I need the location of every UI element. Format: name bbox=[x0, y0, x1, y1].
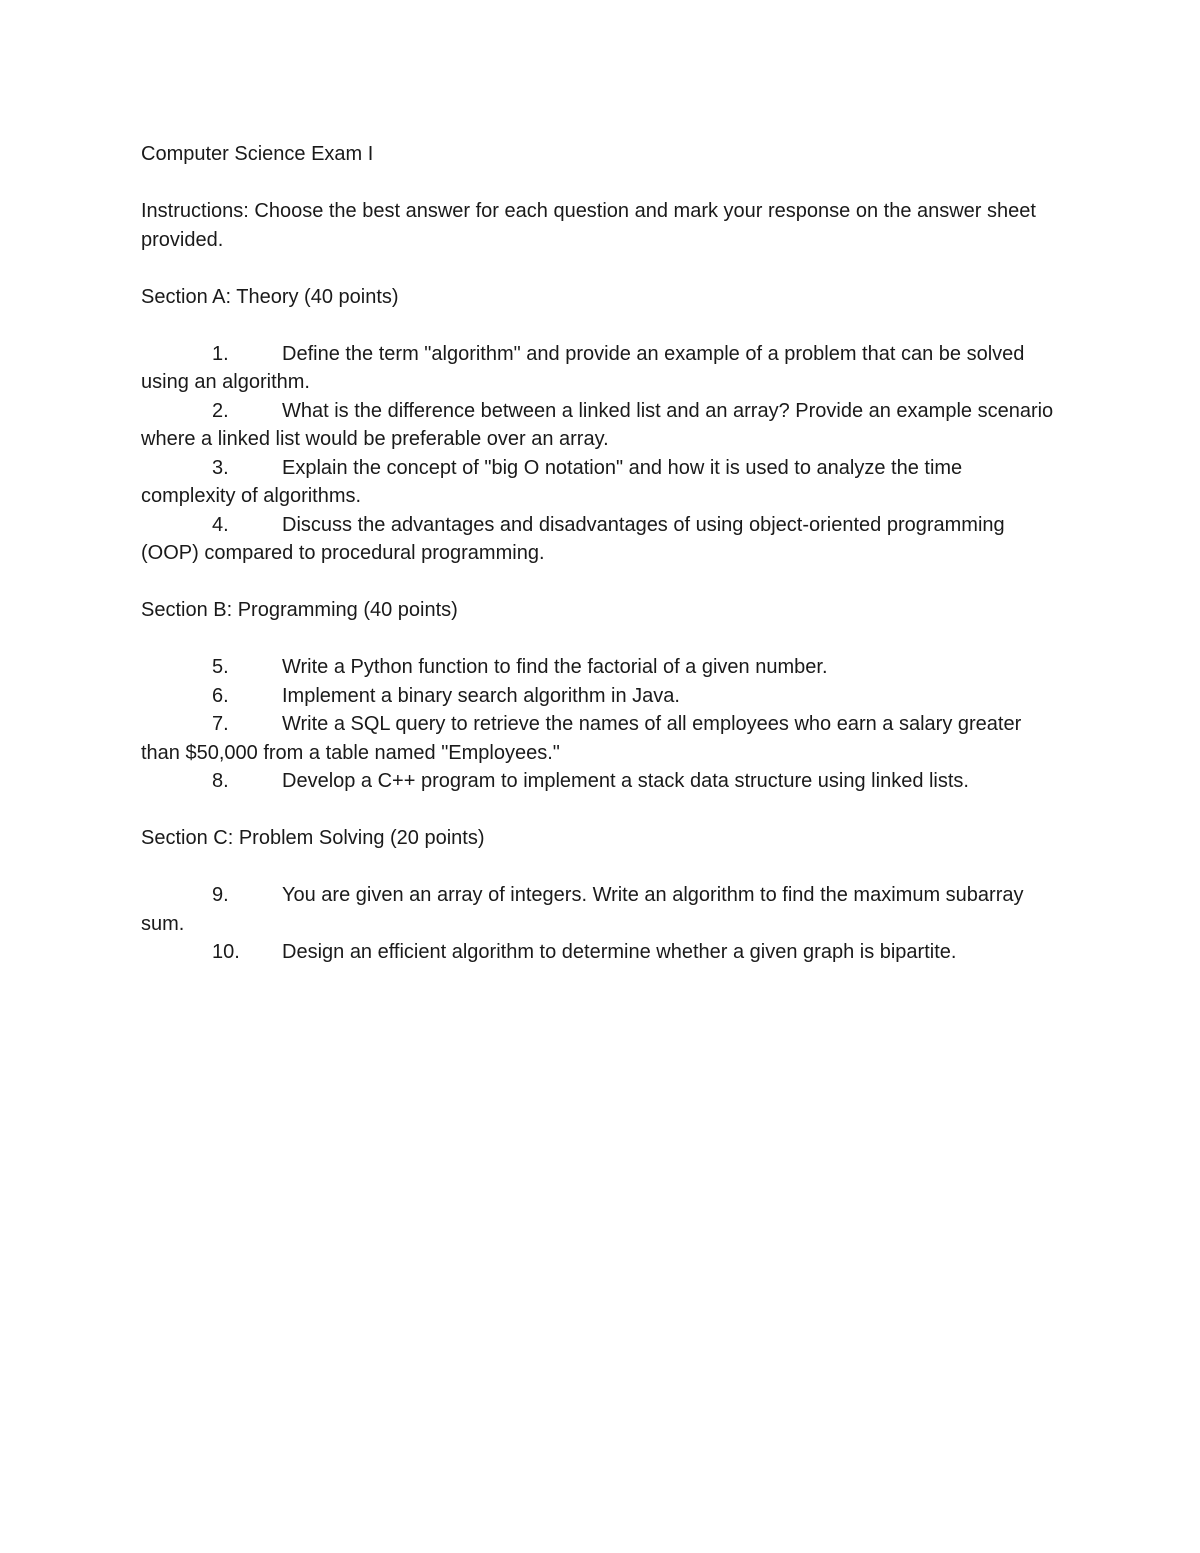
question-item bbox=[141, 454, 1056, 511]
question-item bbox=[141, 340, 1056, 397]
spacer bbox=[141, 568, 1056, 597]
spacer bbox=[141, 796, 1056, 825]
question-text: Implement a binary search algorithm in Java. bbox=[282, 684, 680, 707]
question-number: 3. bbox=[212, 456, 229, 479]
question-item bbox=[141, 710, 1056, 767]
section-b-heading: Section B: Programming (40 points) bbox=[141, 599, 458, 621]
section-c-heading: Section C: Problem Solving (20 points) bbox=[141, 827, 485, 849]
exam-title: Computer Science Exam I bbox=[141, 143, 374, 165]
document-body bbox=[141, 140, 1056, 967]
question-item bbox=[141, 653, 1056, 682]
section-a-heading: Section A: Theory (40 points) bbox=[141, 285, 399, 308]
question-item bbox=[141, 881, 1056, 938]
question-text: Define the term "algorithm" and provide an example of a problem that can be solved using an algorithm. bbox=[141, 342, 1025, 393]
spacer bbox=[141, 853, 1056, 882]
question-text: Design an efficient algorithm to determine whether a given graph is bipartite. bbox=[282, 941, 957, 963]
question-text: Write a SQL query to retrieve the names of all employees who earn a salary greater than $50,000 from a table named "Employees." bbox=[141, 713, 1022, 764]
question-number: 5. bbox=[212, 656, 229, 678]
spacer bbox=[141, 311, 1056, 340]
question-text: You are given an array of integers. Write an algorithm to find the maximum subarray sum. bbox=[141, 884, 1024, 935]
question-number: 1. bbox=[212, 342, 229, 365]
question-item bbox=[141, 767, 1056, 796]
question-item bbox=[141, 511, 1056, 568]
question-text: Explain the concept of "big O notation" and how it is used to analyze the time complexity of algorithms. bbox=[141, 456, 963, 507]
question-number: 10. bbox=[212, 941, 240, 963]
question-number: 7. bbox=[212, 713, 229, 735]
question-item bbox=[141, 938, 1056, 967]
spacer bbox=[141, 625, 1056, 654]
question-text: Discuss the advantages and disadvantages of using object-oriented programming (OOP) compared to procedural programming. bbox=[141, 513, 1005, 564]
question-text: Write a Python function to find the factorial of a given number. bbox=[282, 656, 828, 678]
question-text: Develop a C++ program to implement a stack data structure using linked lists. bbox=[282, 770, 969, 792]
spacer bbox=[141, 169, 1056, 198]
instructions: Instructions: Choose the best answer for each question and mark your response on the answer sheet provided. bbox=[141, 200, 1036, 251]
question-item bbox=[141, 397, 1056, 454]
spacer bbox=[141, 254, 1056, 283]
question-number: 4. bbox=[212, 513, 229, 536]
question-item bbox=[141, 682, 1056, 711]
question-number: 6. bbox=[212, 684, 229, 707]
question-number: 2. bbox=[212, 399, 229, 422]
question-number: 9. bbox=[212, 884, 229, 906]
question-number: 8. bbox=[212, 770, 229, 792]
question-text: What is the difference between a linked list and an array? Provide an example scenario where a linked list would be preferable over an array. bbox=[141, 399, 1054, 450]
